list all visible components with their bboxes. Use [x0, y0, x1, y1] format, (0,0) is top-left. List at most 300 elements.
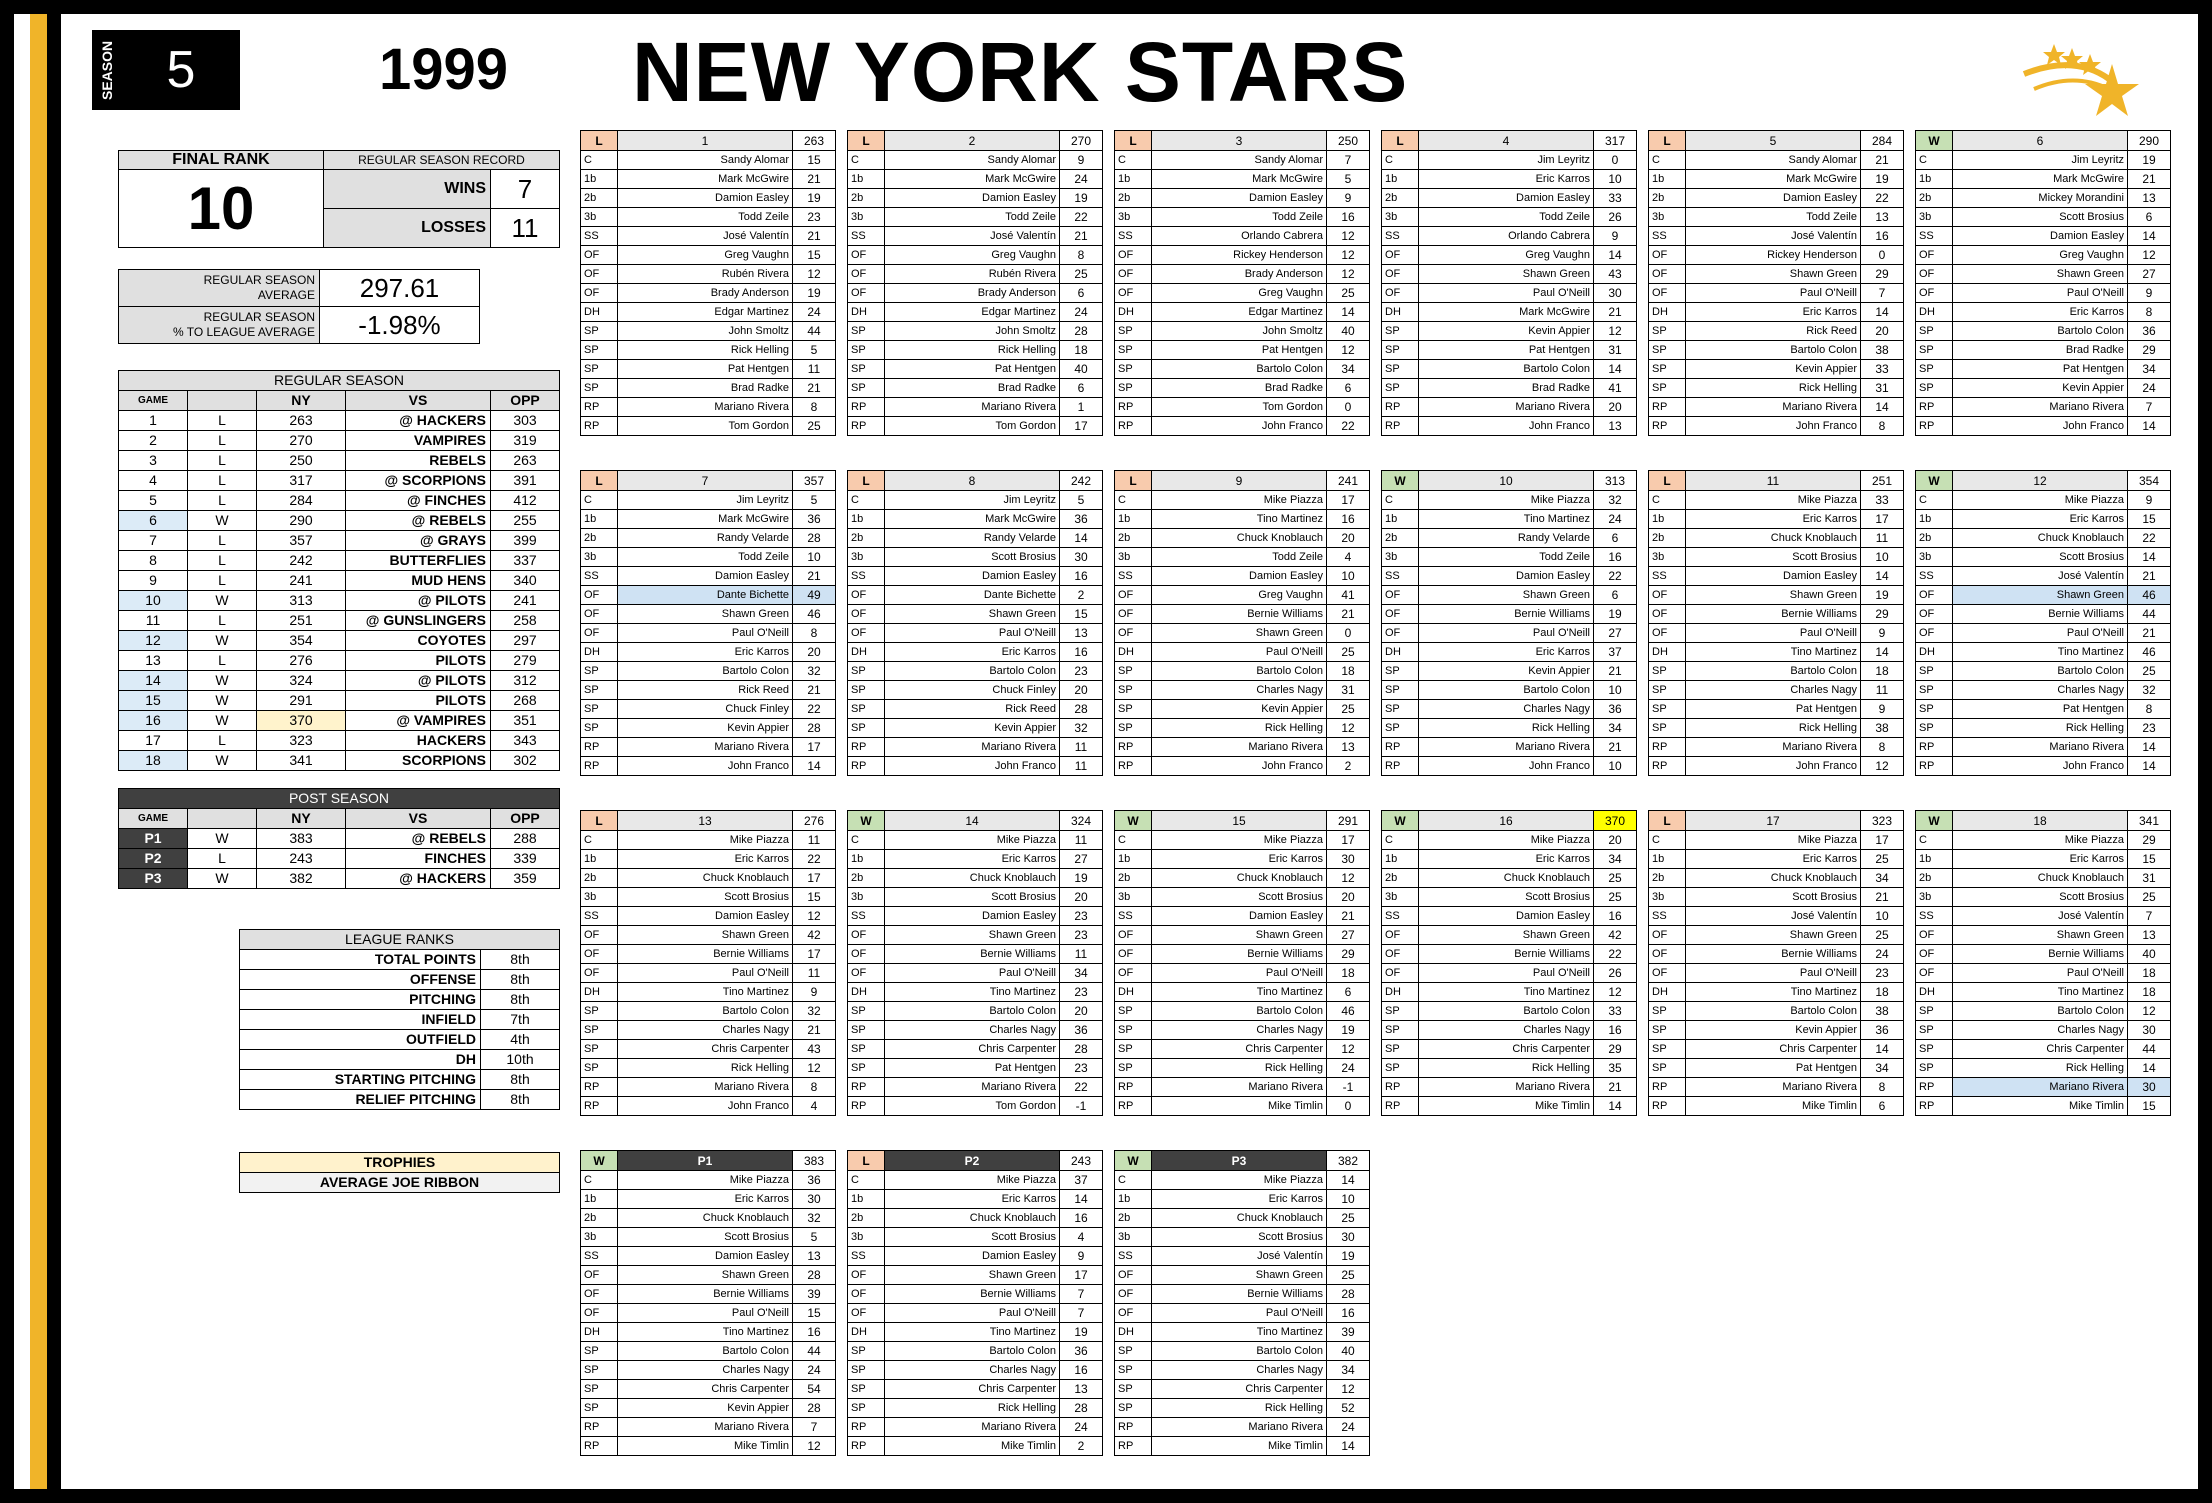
lineup-position: 2b	[848, 1209, 885, 1228]
player-points: 25	[1594, 869, 1637, 888]
lineup-row	[1916, 662, 2171, 681]
player-name: Scott Brosius	[618, 888, 793, 907]
player-name: Mark McGwire	[1953, 170, 2128, 189]
lineup-position: OF	[848, 265, 885, 284]
player-points: 21	[1327, 605, 1370, 624]
opp-score: 351	[491, 711, 560, 731]
player-name: Rick Helling	[618, 341, 793, 360]
lineup-position: 2b	[848, 529, 885, 548]
lineup-position: OF	[1382, 624, 1419, 643]
player-points: 13	[1861, 208, 1904, 227]
lineup-row	[1382, 417, 1637, 436]
lineup-row	[1916, 945, 2171, 964]
player-points: 25	[2128, 662, 2171, 681]
player-name: Mike Piazza	[1152, 491, 1327, 510]
player-name: Bartolo Colon	[1419, 1002, 1594, 1021]
player-points: 17	[1060, 417, 1103, 436]
player-name: Mariano Rivera	[1686, 738, 1861, 757]
lineup-row	[1916, 510, 2171, 529]
lineup-position: 3b	[1916, 208, 1953, 227]
player-points: 17	[793, 945, 836, 964]
player-name: Bartolo Colon	[1686, 1002, 1861, 1021]
player-points: 9	[1594, 227, 1637, 246]
league-ranks-title: LEAGUE RANKS	[240, 930, 560, 950]
player-points: 32	[1594, 491, 1637, 510]
ny-score: 291	[257, 691, 346, 711]
lineup-row	[1115, 983, 1370, 1002]
game-card-number: 5	[1686, 131, 1861, 151]
player-points: 28	[1060, 700, 1103, 719]
lineup-row	[581, 529, 836, 548]
lineup-row	[581, 1418, 836, 1437]
player-name: Kevin Appier	[1686, 1021, 1861, 1040]
game-card-header	[1916, 131, 2171, 151]
lineup-row	[1382, 151, 1637, 170]
game-card	[1114, 470, 1370, 776]
player-points: 7	[2128, 907, 2171, 926]
lineup-position: SP	[848, 322, 885, 341]
lineup-position: SS	[1382, 907, 1419, 926]
game-total: 250	[1327, 131, 1370, 151]
lineup-row	[848, 681, 1103, 700]
opponent: MUD HENS	[346, 571, 491, 591]
lineup-row	[848, 1342, 1103, 1361]
game-result-badge: L	[848, 471, 885, 491]
reg-game-row	[119, 471, 560, 491]
player-name: Rick Reed	[885, 700, 1060, 719]
player-points: 0	[1861, 246, 1904, 265]
lineup-position: 1b	[581, 850, 618, 869]
lineup-position: SS	[1649, 907, 1686, 926]
player-name: Greg Vaughn	[618, 246, 793, 265]
player-points: 11	[793, 360, 836, 379]
lineup-position: RP	[1115, 1097, 1152, 1116]
player-points: 4	[1327, 548, 1370, 567]
lineup-row	[848, 1247, 1103, 1266]
player-points: 34	[1861, 1059, 1904, 1078]
player-points: 9	[793, 983, 836, 1002]
lineup-position: DH	[848, 643, 885, 662]
rank-row	[240, 970, 560, 990]
player-name: Chuck Knoblauch	[1419, 869, 1594, 888]
player-points: 2	[1060, 586, 1103, 605]
page	[14, 14, 2198, 1489]
final-rank-value: 10	[119, 170, 324, 248]
lineup-position: SP	[581, 719, 618, 738]
reg-game-row	[119, 751, 560, 771]
lineup-position: 1b	[581, 1190, 618, 1209]
pct-value: -1.98%	[320, 307, 480, 344]
lineup-position: SP	[1916, 341, 1953, 360]
lineup-row	[1115, 1209, 1370, 1228]
lineup-position: OF	[1916, 265, 1953, 284]
lineup-row	[1649, 491, 1904, 510]
lineup-row	[1382, 284, 1637, 303]
player-points: 21	[1594, 738, 1637, 757]
player-points: 2	[1060, 1437, 1103, 1456]
player-points: 21	[793, 567, 836, 586]
lineup-row	[1916, 284, 2171, 303]
game-total: 341	[2128, 811, 2171, 831]
player-points: 36	[1060, 510, 1103, 529]
game-result: L	[188, 471, 257, 491]
rank-value: 8th	[481, 1070, 560, 1090]
player-name: Damion Easley	[1152, 907, 1327, 926]
lineup-row	[581, 1059, 836, 1078]
player-points: 22	[793, 850, 836, 869]
post-game-result: L	[188, 849, 257, 869]
lineup-row	[1649, 170, 1904, 189]
game-total: 263	[793, 131, 836, 151]
lineup-row	[848, 1059, 1103, 1078]
lineup-position: SP	[1115, 341, 1152, 360]
lineup-position: OF	[848, 1266, 885, 1285]
player-name: Chris Carpenter	[618, 1040, 793, 1059]
player-name: Mariano Rivera	[618, 1078, 793, 1097]
player-name: Bernie Williams	[1419, 945, 1594, 964]
player-name: José Valentín	[1953, 567, 2128, 586]
player-points: 7	[793, 1418, 836, 1437]
player-name: John Smoltz	[1152, 322, 1327, 341]
lineup-row	[848, 757, 1103, 776]
player-name: Rick Helling	[1686, 719, 1861, 738]
lineup-position: RP	[1916, 398, 1953, 417]
lineup-position: SP	[1115, 700, 1152, 719]
lineup-position: OF	[848, 964, 885, 983]
player-points: 20	[1327, 888, 1370, 907]
lineup-row	[1649, 379, 1904, 398]
opponent: @ FINCHES	[346, 491, 491, 511]
rank-row	[240, 1030, 560, 1050]
player-points: 23	[1060, 983, 1103, 1002]
player-points: 24	[2128, 379, 2171, 398]
lineup-row	[1382, 700, 1637, 719]
game-card	[1114, 1150, 1370, 1456]
lineup-row	[848, 1380, 1103, 1399]
lineup-row	[581, 1078, 836, 1097]
lineup-row	[1382, 1078, 1637, 1097]
opponent: @ REBELS	[346, 511, 491, 531]
player-name: Bernie Williams	[1953, 945, 2128, 964]
lineup-position: 1b	[1916, 170, 1953, 189]
player-points: 12	[793, 1437, 836, 1456]
lineup-position: DH	[1382, 983, 1419, 1002]
player-name: Paul O'Neill	[1953, 964, 2128, 983]
lineup-position: RP	[848, 1078, 885, 1097]
lineup-position: DH	[1649, 643, 1686, 662]
game-card	[1915, 470, 2171, 776]
player-points: 21	[2128, 567, 2171, 586]
player-points: 25	[2128, 888, 2171, 907]
game-card	[847, 810, 1103, 1116]
losses-label: LOSSES	[324, 209, 491, 248]
player-name: Bartolo Colon	[1953, 1002, 2128, 1021]
lineup-row	[848, 1190, 1103, 1209]
trophies-title: TROPHIES	[240, 1153, 560, 1173]
player-points: 46	[2128, 643, 2171, 662]
game-card-table	[1915, 470, 2171, 776]
lineup-position: SP	[1115, 1040, 1152, 1059]
game-card-number: 18	[1953, 811, 2128, 831]
lineup-row	[848, 586, 1103, 605]
lineup-position: SP	[1382, 681, 1419, 700]
player-name: Scott Brosius	[1953, 548, 2128, 567]
lineup-row	[1916, 888, 2171, 907]
lineup-position: OF	[581, 624, 618, 643]
lineup-row	[581, 303, 836, 322]
player-points: 37	[1060, 1171, 1103, 1190]
lineup-position: OF	[581, 1304, 618, 1323]
player-points: 19	[1327, 1247, 1370, 1266]
lineup-row	[1916, 1002, 2171, 1021]
lineup-row	[1382, 360, 1637, 379]
lineup-row	[1115, 246, 1370, 265]
lineup-position: 1b	[848, 510, 885, 529]
lineup-position: C	[1916, 151, 1953, 170]
post-opponent: @ HACKERS	[346, 869, 491, 889]
game-card-header	[1382, 471, 1637, 491]
lineup-row	[581, 208, 836, 227]
game-card-table	[847, 470, 1103, 776]
lineup-position: SP	[1115, 1342, 1152, 1361]
player-points: 34	[1861, 869, 1904, 888]
lineup-position: 2b	[1115, 869, 1152, 888]
player-name: John Franco	[1419, 757, 1594, 776]
player-points: 4	[1060, 1228, 1103, 1247]
player-name: Mike Timlin	[1152, 1437, 1327, 1456]
lineup-row	[1382, 1002, 1637, 1021]
player-name: Edgar Martinez	[1152, 303, 1327, 322]
player-points: 19	[1594, 605, 1637, 624]
player-name: Charles Nagy	[1686, 681, 1861, 700]
lineup-row	[1115, 208, 1370, 227]
post-game-row	[119, 849, 560, 869]
lineup-position: OF	[1382, 945, 1419, 964]
lineup-row	[1115, 945, 1370, 964]
player-name: John Franco	[1152, 417, 1327, 436]
player-name: Sandy Alomar	[618, 151, 793, 170]
lineup-position: RP	[581, 1418, 618, 1437]
player-name: Brad Radke	[1953, 341, 2128, 360]
lineup-position: SP	[581, 700, 618, 719]
player-points: 14	[1861, 643, 1904, 662]
player-name: Greg Vaughn	[1953, 246, 2128, 265]
player-name: Orlando Cabrera	[1152, 227, 1327, 246]
lineup-row	[581, 1190, 836, 1209]
player-name: Greg Vaughn	[885, 246, 1060, 265]
opp-score: 297	[491, 631, 560, 651]
lineup-row	[1382, 1059, 1637, 1078]
lineup-position: SP	[1916, 719, 1953, 738]
reg-game-row	[119, 551, 560, 571]
season-badge	[92, 30, 240, 110]
rank-value: 10th	[481, 1050, 560, 1070]
lineup-position: SP	[1115, 1380, 1152, 1399]
lineup-row	[581, 265, 836, 284]
opp-score: 343	[491, 731, 560, 751]
player-points: 35	[1594, 1059, 1637, 1078]
game-result-badge: L	[1649, 131, 1686, 151]
lineup-position: 2b	[1916, 189, 1953, 208]
player-points: 24	[1060, 1418, 1103, 1437]
lineup-row	[848, 1304, 1103, 1323]
player-points: 9	[2128, 491, 2171, 510]
player-name: Chuck Knoblauch	[618, 869, 793, 888]
post-game-number: P2	[119, 849, 188, 869]
lineup-row	[1115, 1097, 1370, 1116]
player-name: Damion Easley	[618, 567, 793, 586]
player-name: Chuck Knoblauch	[1686, 529, 1861, 548]
game-card-table	[1114, 1150, 1370, 1456]
player-points: 8	[793, 1078, 836, 1097]
player-points: 22	[2128, 529, 2171, 548]
game-card	[1114, 130, 1370, 436]
lineup-position: OF	[1916, 284, 1953, 303]
average-table	[118, 269, 480, 344]
player-name: Eric Karros	[885, 1190, 1060, 1209]
game-card	[1381, 470, 1637, 776]
lineup-row	[848, 831, 1103, 850]
lineup-row	[1916, 341, 2171, 360]
lineup-row	[1382, 624, 1637, 643]
game-card-table	[1114, 470, 1370, 776]
player-name: Kevin Appier	[1419, 322, 1594, 341]
player-name: Bernie Williams	[1686, 605, 1861, 624]
lineup-position: 3b	[848, 888, 885, 907]
lineup-row	[1649, 398, 1904, 417]
player-points: 28	[793, 1399, 836, 1418]
lineup-row	[581, 719, 836, 738]
lineup-row	[848, 907, 1103, 926]
opponent: HACKERS	[346, 731, 491, 751]
player-points: 30	[1327, 850, 1370, 869]
player-points: 34	[1327, 1361, 1370, 1380]
player-points: 7	[1327, 151, 1370, 170]
player-name: John Franco	[1419, 417, 1594, 436]
player-points: 23	[1060, 662, 1103, 681]
lineup-row	[581, 643, 836, 662]
lineup-row	[1916, 1078, 2171, 1097]
lineup-row	[848, 189, 1103, 208]
player-name: Bartolo Colon	[1419, 360, 1594, 379]
opponent: @ GUNSLINGERS	[346, 611, 491, 631]
player-name: Shawn Green	[1953, 586, 2128, 605]
lineup-row	[1382, 945, 1637, 964]
player-name: Bartolo Colon	[1686, 662, 1861, 681]
player-points: 20	[1861, 322, 1904, 341]
stars-logo-icon	[2014, 34, 2144, 124]
player-points: 6	[1327, 983, 1370, 1002]
rank-value: 7th	[481, 1010, 560, 1030]
player-points: 25	[1861, 926, 1904, 945]
lineup-position: OF	[848, 926, 885, 945]
average-label-line2: AVERAGE	[257, 288, 315, 302]
lineup-position: 1b	[581, 510, 618, 529]
lineup-row	[1649, 341, 1904, 360]
player-name: Pat Hentgen	[885, 1059, 1060, 1078]
player-name: Shawn Green	[1419, 265, 1594, 284]
player-points: 18	[2128, 964, 2171, 983]
player-points: 36	[2128, 322, 2171, 341]
lineup-row	[1649, 888, 1904, 907]
player-name: Bernie Williams	[1686, 945, 1861, 964]
player-points: 24	[793, 303, 836, 322]
player-points: 8	[1861, 738, 1904, 757]
player-name: Todd Zeile	[1686, 208, 1861, 227]
lineup-row	[1916, 700, 2171, 719]
lineup-position: RP	[1916, 738, 1953, 757]
lineup-position: OF	[1916, 945, 1953, 964]
lineup-row	[581, 510, 836, 529]
game-card	[1381, 130, 1637, 436]
lineup-position: SP	[1382, 360, 1419, 379]
game-card	[1114, 810, 1370, 1116]
lineup-row	[1382, 341, 1637, 360]
lineup-row	[1382, 1040, 1637, 1059]
game-card-number: 7	[618, 471, 793, 491]
post-opp-score: 288	[491, 829, 560, 849]
player-points: 31	[1861, 379, 1904, 398]
player-name: Mark McGwire	[618, 510, 793, 529]
player-name: John Franco	[1686, 417, 1861, 436]
lineup-row	[1115, 1002, 1370, 1021]
player-points: 23	[1060, 1059, 1103, 1078]
player-points: 21	[1060, 227, 1103, 246]
player-points: 15	[2128, 850, 2171, 869]
lineup-position: SP	[581, 1059, 618, 1078]
lineup-position: SS	[1115, 227, 1152, 246]
opp-score: 319	[491, 431, 560, 451]
reg-game-row	[119, 491, 560, 511]
player-points: -1	[1327, 1078, 1370, 1097]
lineup-row	[581, 398, 836, 417]
lineup-position: SP	[848, 360, 885, 379]
lineup-row	[1649, 964, 1904, 983]
lineup-position: C	[848, 491, 885, 510]
game-card	[1915, 130, 2171, 436]
lineup-row	[1115, 700, 1370, 719]
player-points: 19	[793, 284, 836, 303]
player-name: Greg Vaughn	[1419, 246, 1594, 265]
lineup-position: OF	[1115, 1266, 1152, 1285]
lineup-row	[581, 417, 836, 436]
lineup-position: SP	[581, 1040, 618, 1059]
player-name: Todd Zeile	[1419, 208, 1594, 227]
lineup-row	[581, 662, 836, 681]
post-column-header	[188, 809, 257, 829]
player-name: Pat Hentgen	[1953, 700, 2128, 719]
player-name: Chris Carpenter	[885, 1040, 1060, 1059]
lineup-position: OF	[1649, 586, 1686, 605]
player-points: 22	[1861, 189, 1904, 208]
player-points: 14	[1861, 398, 1904, 417]
lineup-row	[1115, 322, 1370, 341]
lineup-position: 2b	[1382, 189, 1419, 208]
game-card-header	[1115, 1151, 1370, 1171]
player-name: Scott Brosius	[885, 888, 1060, 907]
player-points: 29	[1861, 265, 1904, 284]
player-points: 12	[1327, 246, 1370, 265]
player-points: 33	[1861, 360, 1904, 379]
reg-column-header: NY	[257, 391, 346, 411]
lineup-row	[848, 398, 1103, 417]
lineup-row	[848, 170, 1103, 189]
player-name: Eric Karros	[1953, 510, 2128, 529]
lineup-position: OF	[581, 246, 618, 265]
lineup-position: SP	[848, 1021, 885, 1040]
lineup-row	[1916, 379, 2171, 398]
player-points: 26	[1594, 208, 1637, 227]
